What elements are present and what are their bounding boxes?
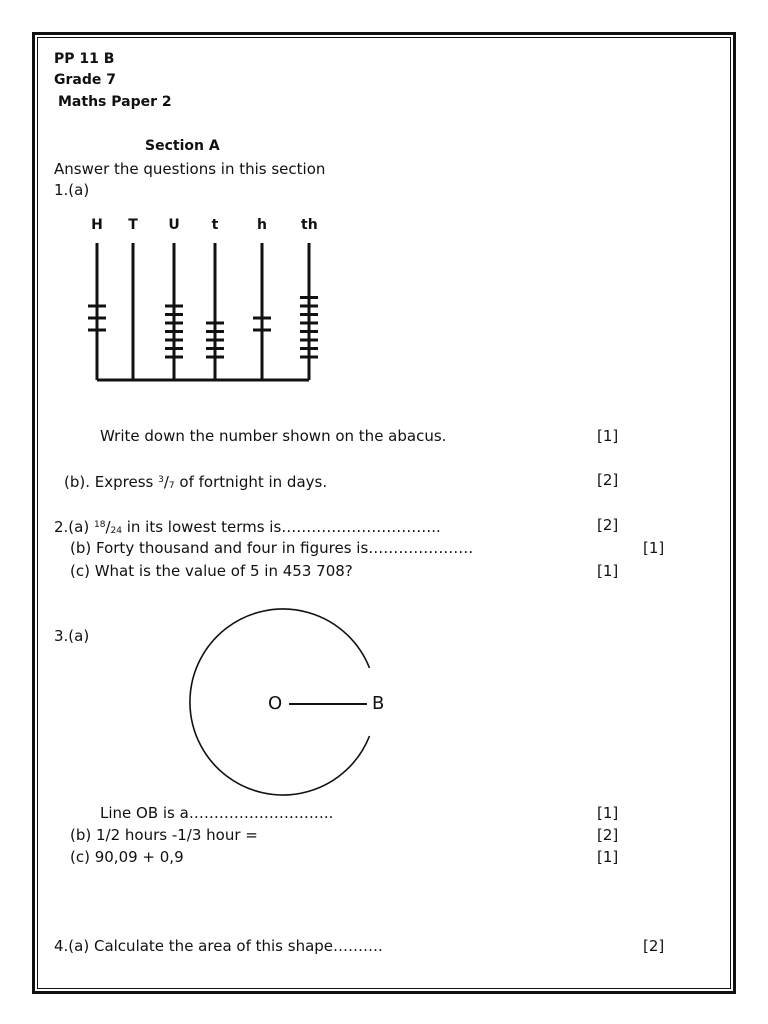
question-2c-marks: [1] <box>597 562 619 580</box>
question-1b-marks: [2] <box>597 471 619 489</box>
question-2c-text: (c) What is the value of 5 in 453 708? <box>70 562 353 580</box>
question-3c-text: (c) 90,09 + 0,9 <box>70 848 184 866</box>
paper-title: Maths Paper 2 <box>58 94 172 110</box>
paper-code: PP 11 B <box>54 51 115 67</box>
abacus-label-H: H <box>91 217 103 233</box>
question-3b-marks: [2] <box>597 826 619 844</box>
abacus-label-h: h <box>257 217 267 233</box>
question-4a-marks: [2] <box>643 937 665 955</box>
section-title: Section A <box>145 138 220 154</box>
point-o-label: O <box>268 693 283 714</box>
grade-label: Grade 7 <box>54 72 116 88</box>
question-3a-text: Line OB is a……………………….. <box>100 804 334 822</box>
abacus-label-th: th <box>301 217 318 233</box>
question-3b-text: (b) 1/2 hours -1/3 hour = <box>70 826 258 844</box>
point-b-label: B <box>372 693 385 714</box>
question-2b-marks: [1] <box>643 539 665 557</box>
question-1a-marks: [1] <box>597 427 619 445</box>
question-4a-text: 4.(a) Calculate the area of this shape………. <box>54 937 383 955</box>
question-2a-text: 2.(a) $^{18}$/24 in its lowest terms is………………………….. <box>54 518 441 536</box>
question-1a-text: Write down the number shown on the abacus. <box>100 427 447 445</box>
abacus-label-U: U <box>168 217 180 233</box>
question-2b-text: (b) Forty thousand and four in figures is………………… <box>70 539 474 557</box>
question-3c-marks: [1] <box>597 848 619 866</box>
abacus-label-t: t <box>211 217 219 233</box>
question-3a-marks: [1] <box>597 804 619 822</box>
abacus-label-T: T <box>128 217 138 233</box>
section-instruction: Answer the questions in this section <box>54 160 326 178</box>
question-1-label: 1.(a) <box>54 181 90 199</box>
question-1b-text: (b). Express $^3$/7 of fortnight in days. <box>64 473 328 491</box>
question-3-label: 3.(a) <box>54 627 90 645</box>
question-2a-marks: [2] <box>597 516 619 534</box>
